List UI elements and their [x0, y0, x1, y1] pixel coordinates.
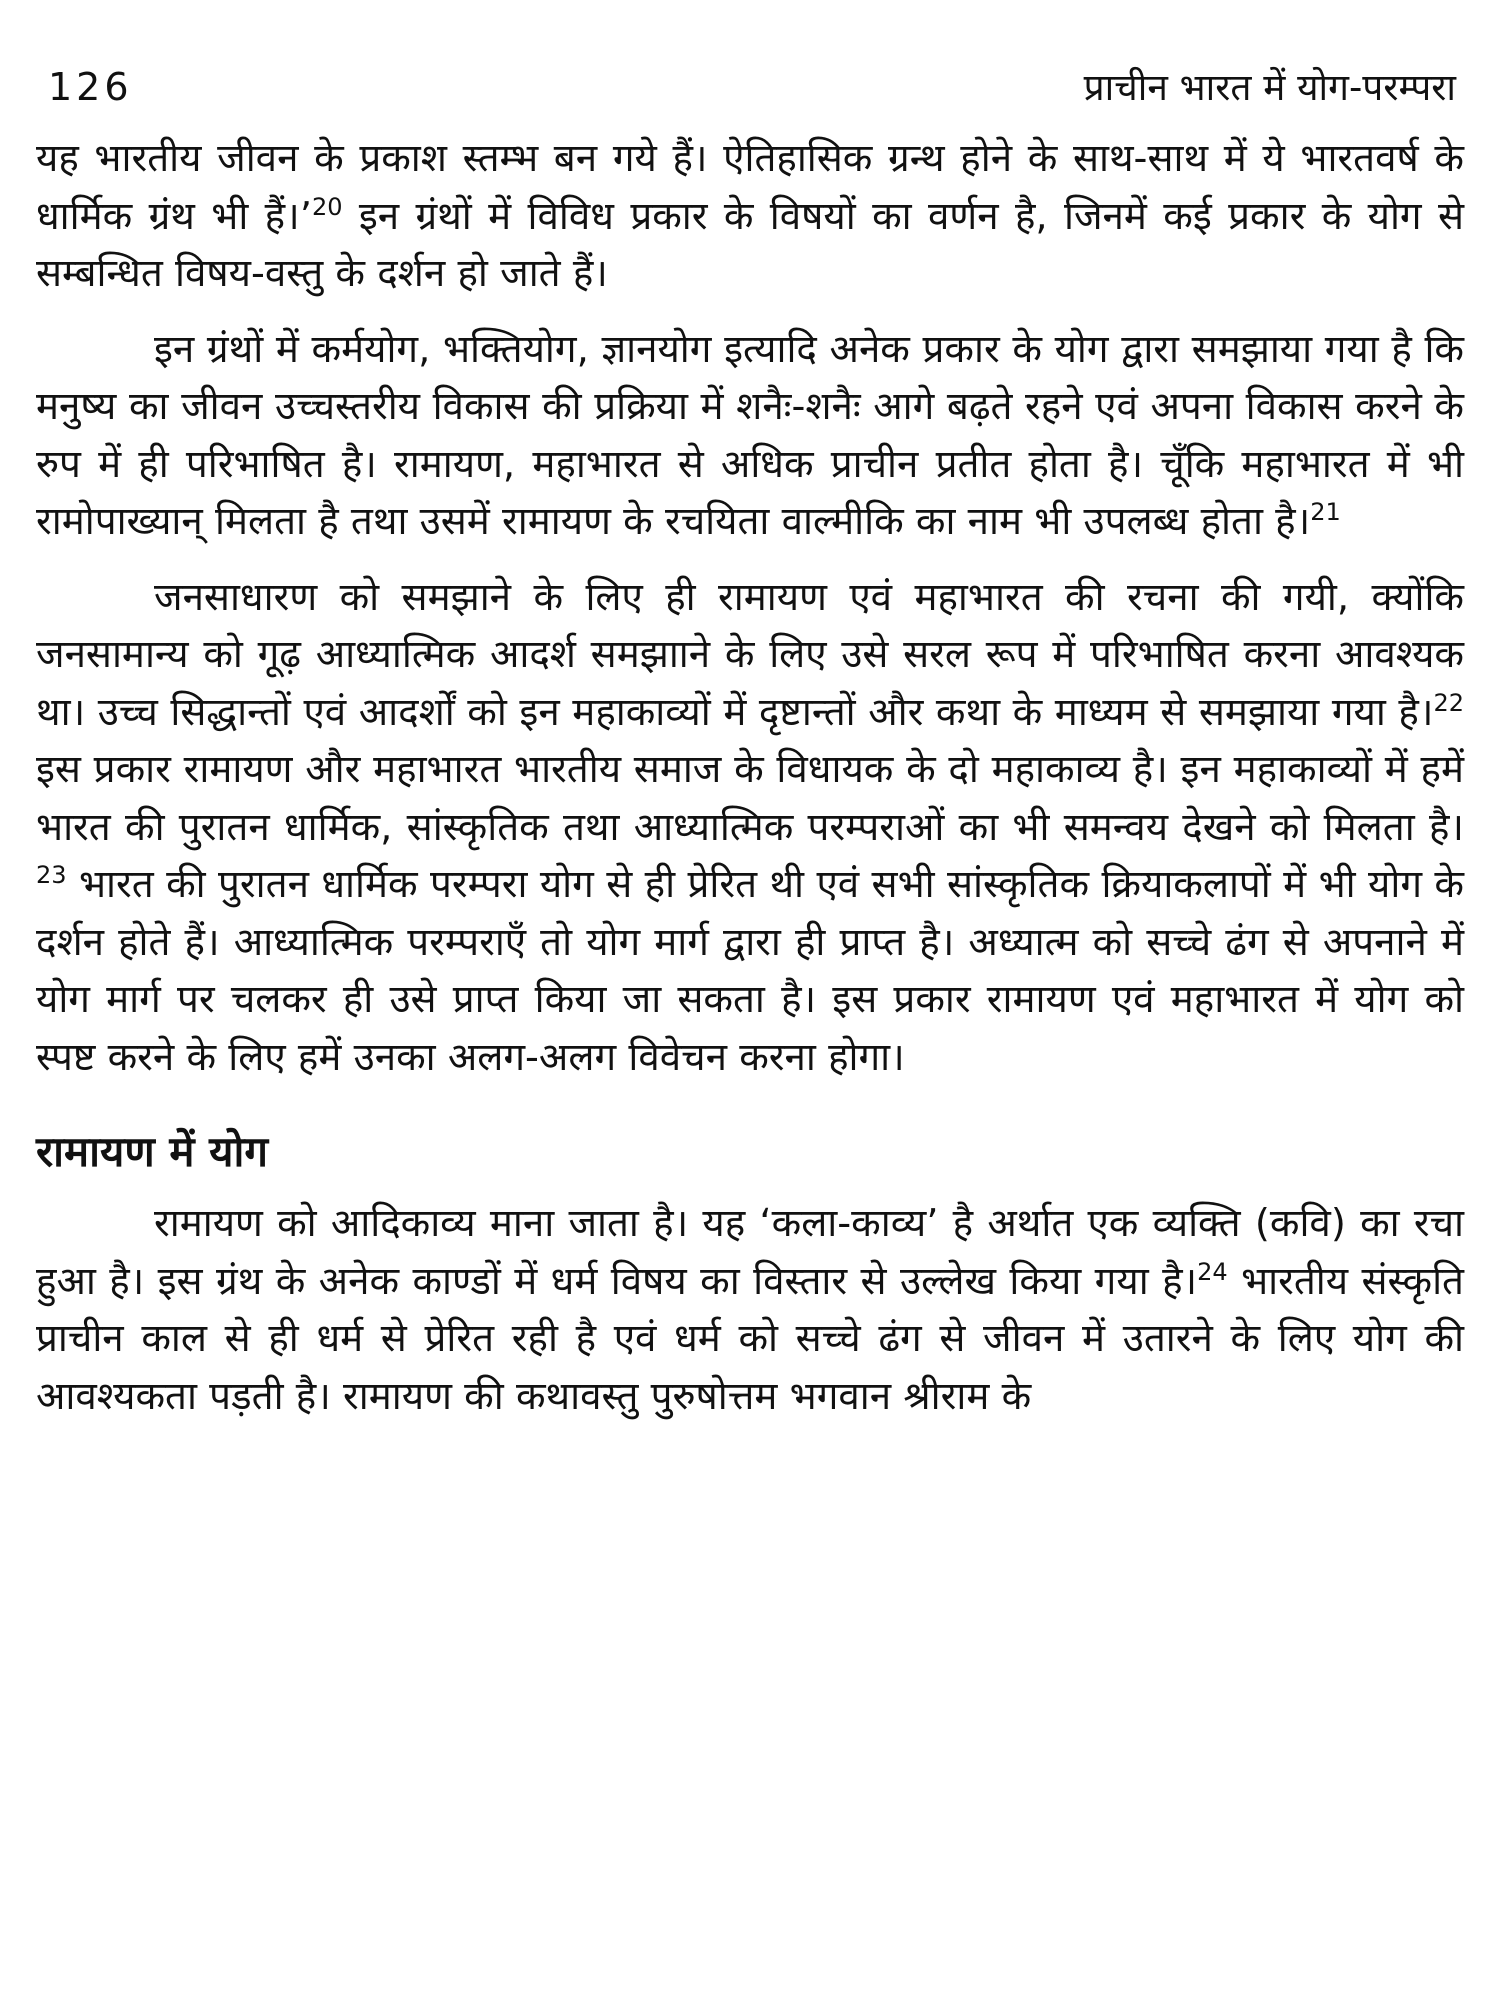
- paragraph-1-text: यह भारतीय जीवन के प्रकाश स्तम्भ बन गये हैं। ऐतिहासिक ग्रन्थ होने के साथ-साथ में ये भारतवर्ष के धार्मिक ग्रंथ भी हैं।’: [36, 136, 1464, 239]
- paragraph-4-text: रामायण को आदिकाव्य माना जाता है। यह ‘कला-काव्य’ है अर्थात एक व्यक्ति (कवि) का रचा हुआ है। इस ग्रंथ के अनेक काण्डों में धर्म विषय का विस्तार से उल्लेख किया गया है।: [36, 1201, 1464, 1304]
- footnote-ref-22: 22: [1433, 688, 1464, 717]
- paragraph-3-text-2: इस प्रकार रामायण और महाभारत भारतीय समाज के विधायक के दो महाकाव्य है। इन महाकाव्यों में हमें भारत की पुरातन धार्मिक, सांस्कृतिक तथा आध्यात्मिक परम्पराओं का भी समन्वय देखने को मिलता है।: [36, 747, 1464, 850]
- paragraph-3-text-3: भारत की पुरातन धार्मिक परम्परा योग से ही प्रेरित थी एवं सभी सांस्कृतिक क्रियाकलापों में भी योग के दर्शन होते हैं। आध्यात्मिक परम्पराएँ तो योग मार्ग द्वारा ही प्राप्त है। अध्यात्म को सच्चे ढंग से अपनाने में योग मार्ग पर चलकर ही उसे प्राप्त किया जा सकता है। इस प्रकार रामायण एवं महाभारत में योग को स्पष्ट करने के लिए हमें उनका अलग-अलग विवेचन करना होगा।: [36, 862, 1464, 1080]
- paragraph-4-text-2: भारतीय संस्कृति प्राचीन काल से ही धर्म से प्रेरित रही है एवं धर्म को सच्चे ढंग से जीवन में उतारने के लिए योग की आवश्यकता पड़ती है। रामायण की कथावस्तु पुरुषोत्तम भगवान श्रीराम के: [36, 1258, 1464, 1419]
- footnote-ref-24: 24: [1197, 1257, 1228, 1286]
- paragraph-2-text: इन ग्रंथों में कर्मयोग, भक्तियोग, ज्ञानयोग इत्यादि अनेक प्रकार के योग द्वारा समझाया गया है कि मनुष्य का जीवन उच्चस्तरीय विकास की प्रक्रिया में शनैः-शनैः आगे बढ़ते रहने एवं अपना विकास करने के रुप में ही परिभाषित है। रामायण, महाभारत से अधिक प्राचीन प्रतीत होता है। चूँकि महाभारत में भी रामोपाख्यान् मिलता है तथा उसमें रामायण के रचयिता वाल्मीकि का नाम भी उपलब्ध होता है।: [36, 326, 1464, 544]
- page-header: [36, 60, 1464, 130]
- page-number: 126: [48, 65, 133, 109]
- running-title: प्राचीन भारत में योग-परम्परा: [1083, 66, 1456, 109]
- paragraph-4: [36, 1195, 1464, 1425]
- paragraph-1-text-2: इन ग्रंथों में विविध प्रकार के विषयों का वर्णन है, जिनमें कई प्रकार के योग से सम्बन्धित विषय-वस्तु के दर्शन हो जाते हैं।: [36, 193, 1464, 296]
- paragraph-3-text: जनसाधारण को समझाने के लिए ही रामायण एवं महाभारत की रचना की गयी, क्योंकि जनसामान्य को गूढ़ आध्यात्मिक आदर्श समझााने के लिए उसे सरल रूप में परिभाषित करना आवश्यक था। उच्च सिद्धान्तों एवं आदर्शों को इन महाकाव्यों में दृष्टान्तों और कथा के माध्यम से समझाया गया है।: [36, 574, 1464, 735]
- paragraph-1: [36, 130, 1464, 303]
- section-heading: रामायण में योग: [36, 1127, 269, 1176]
- paragraph-2: [36, 321, 1464, 551]
- footnote-ref-23: 23: [36, 861, 67, 890]
- paragraph-3: [36, 569, 1464, 1087]
- footnote-ref-21: 21: [1310, 498, 1341, 527]
- footnote-ref-20: 20: [311, 192, 343, 221]
- book-page: [36, 60, 1464, 1960]
